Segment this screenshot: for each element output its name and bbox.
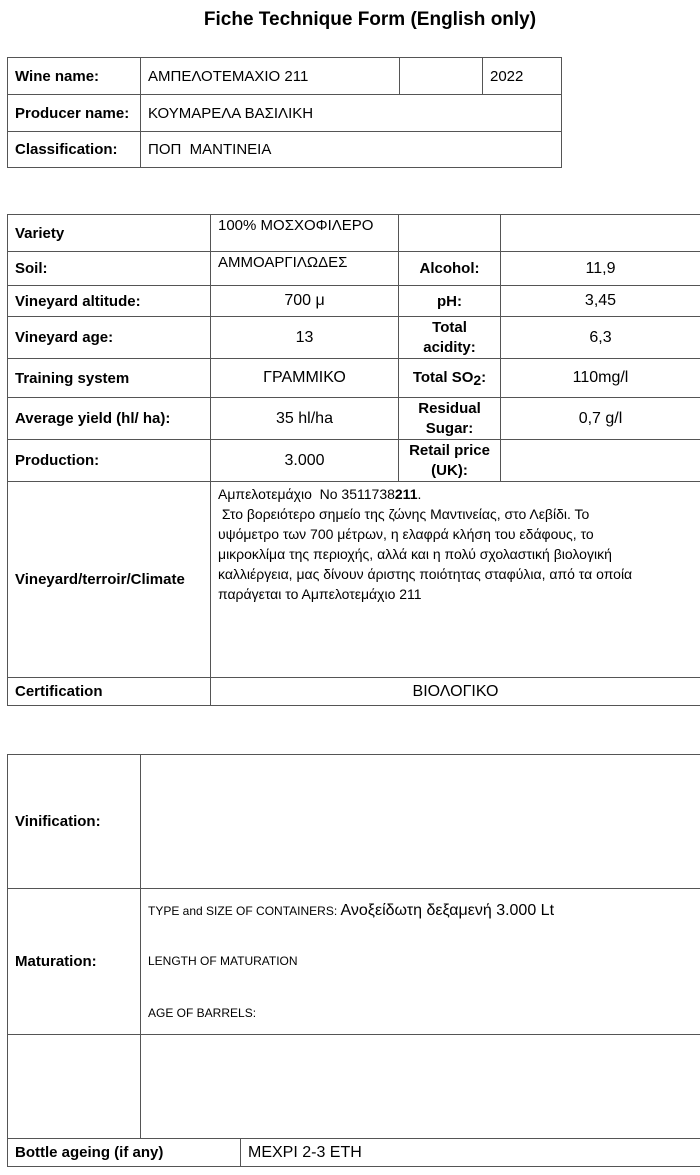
yield-label: Average yield (hl/ ha):	[8, 398, 211, 440]
so2-label-text: Total SO	[412, 368, 474, 386]
bottle-ageing-value: ΜΕΧΡΙ 2-3 ΕΤΗ	[241, 1139, 700, 1167]
yield-row	[8, 398, 700, 440]
producer-value: ΚΟΥΜΑΡΕΛΑ ΒΑΣΙΛΙΚΗ	[141, 95, 562, 132]
ph-label: pH:	[399, 286, 501, 317]
altitude-label: Vineyard altitude:	[8, 286, 211, 317]
vintage-value: 2022	[483, 58, 562, 95]
soil-value: ΑΜΜΟΑΡΓΙΛΩΔΕΣ	[211, 252, 399, 286]
variety-empty-1	[399, 215, 501, 252]
containers-value: Ανοξείδωτη δεξαμενή 3.000 Lt	[340, 901, 555, 919]
terroir-line-3: υψόμετρο των 700 μέτρων, η ελαφρά κλήση του εδάφους, το	[218, 526, 594, 542]
producer-row	[8, 95, 562, 132]
vinification-label: Vinification:	[8, 755, 141, 889]
training-value: ΓΡΑΜΜΙΚΟ	[211, 359, 399, 398]
wine-name-label: Wine name:	[8, 58, 141, 95]
altitude-value: 700 μ	[211, 286, 399, 317]
maturation-row	[8, 889, 700, 1035]
sugar-label-line2: Sugar:	[425, 419, 474, 437]
variety-value: 100% ΜΟΣΧΟΦΙΛΕΡΟ	[211, 215, 399, 252]
price-value	[501, 440, 700, 482]
terroir-row	[8, 482, 700, 678]
production-value: 3.000	[211, 440, 399, 482]
training-label: Training system	[8, 359, 211, 398]
ph-value: 3,45	[501, 286, 700, 317]
age-label: Vineyard age:	[8, 317, 211, 359]
empty-row-cell-1	[8, 1035, 141, 1139]
classification-row	[8, 132, 562, 168]
so2-subscript: 2	[473, 371, 482, 388]
empty-row-cell-2	[141, 1035, 700, 1139]
barrels-label: AGE OF BARRELS:	[148, 1005, 257, 1020]
terroir-text	[211, 482, 700, 678]
price-label	[399, 440, 501, 482]
terroir-line-2: Στο βορειότερο σημείο της ζώνης Μαντινείας, στο Λεβίδι. Το	[218, 506, 590, 522]
variety-empty-2	[501, 215, 700, 252]
so2-label	[399, 359, 501, 398]
so2-colon: :	[481, 368, 487, 386]
production-label: Production:	[8, 440, 211, 482]
producer-label: Producer name:	[8, 95, 141, 132]
price-label-line2: (UK):	[431, 461, 468, 479]
yield-value: 35 hl/ha	[211, 398, 399, 440]
terroir-line-6: παράγεται το Αμπελοτεμάχιο 211	[218, 586, 422, 602]
terroir-line-1	[218, 484, 693, 504]
page-title: Fiche Technique Form (English only)	[203, 9, 537, 30]
certification-label: Certification	[8, 678, 211, 706]
process-table	[7, 754, 700, 1167]
maturation-label: Maturation:	[8, 889, 141, 1035]
alcohol-value: 11,9	[501, 252, 700, 286]
terroir-label: Vineyard/terroir/Climate	[8, 482, 211, 678]
variety-row	[8, 215, 700, 252]
variety-label: Variety	[8, 215, 211, 252]
wine-name-value: ΑΜΠΕΛΟΤΕΜΑΧΙΟ 211	[141, 58, 400, 95]
terroir-line-1-bold: 211	[394, 486, 418, 502]
sugar-label	[399, 398, 501, 440]
terroir-line-5: καλλιέργεια, μας δίνουν άριστης ποιότητας σταφύλια, από τα οποία	[218, 566, 633, 582]
so2-value: 110mg/l	[501, 359, 700, 398]
wine-name-row	[8, 58, 562, 95]
classification-label: Classification:	[8, 132, 141, 168]
containers-line	[148, 902, 693, 920]
maturation-details	[141, 889, 700, 1035]
acidity-value: 6,3	[501, 317, 700, 359]
identity-table	[7, 57, 562, 168]
production-row	[8, 440, 700, 482]
altitude-row	[8, 286, 700, 317]
sugar-label-line1: Residual	[418, 399, 481, 417]
bottle-ageing-label: Bottle ageing (if any)	[8, 1139, 241, 1167]
alcohol-label: Alcohol:	[399, 252, 501, 286]
soil-label: Soil:	[8, 252, 211, 286]
terroir-line-1-suffix: .	[417, 486, 422, 502]
length-label: LENGTH OF MATURATION	[148, 953, 298, 968]
vinification-value	[141, 755, 700, 889]
acidity-label	[399, 317, 501, 359]
vinification-row	[8, 755, 700, 889]
wine-name-extra	[400, 58, 483, 95]
containers-label: TYPE and SIZE OF CONTAINERS:	[148, 903, 341, 918]
classification-value: ΠΟΠ ΜΑΝΤΙΝΕΙΑ	[141, 132, 562, 168]
certification-value: ΒΙΟΛΟΓΙΚΟ	[211, 678, 700, 706]
age-value: 13	[211, 317, 399, 359]
soil-row	[8, 252, 700, 286]
bottle-ageing-row	[8, 1139, 700, 1167]
specs-table	[7, 214, 700, 706]
acidity-label-line1: Total	[432, 318, 467, 336]
terroir-line-4: μικροκλίμα της περιοχής, αλλά και η πολύ σχολαστική βιολογική	[218, 546, 612, 562]
price-label-line1: Retail price	[409, 441, 490, 459]
terroir-line-1-prefix: Αμπελοτεμάχιο Νο 3511738	[218, 486, 395, 502]
empty-row	[8, 1035, 700, 1139]
certification-row	[8, 678, 700, 706]
training-row	[8, 359, 700, 398]
acidity-label-line2: acidity:	[423, 338, 476, 356]
age-row	[8, 317, 700, 359]
sugar-value: 0,7 g/l	[501, 398, 700, 440]
